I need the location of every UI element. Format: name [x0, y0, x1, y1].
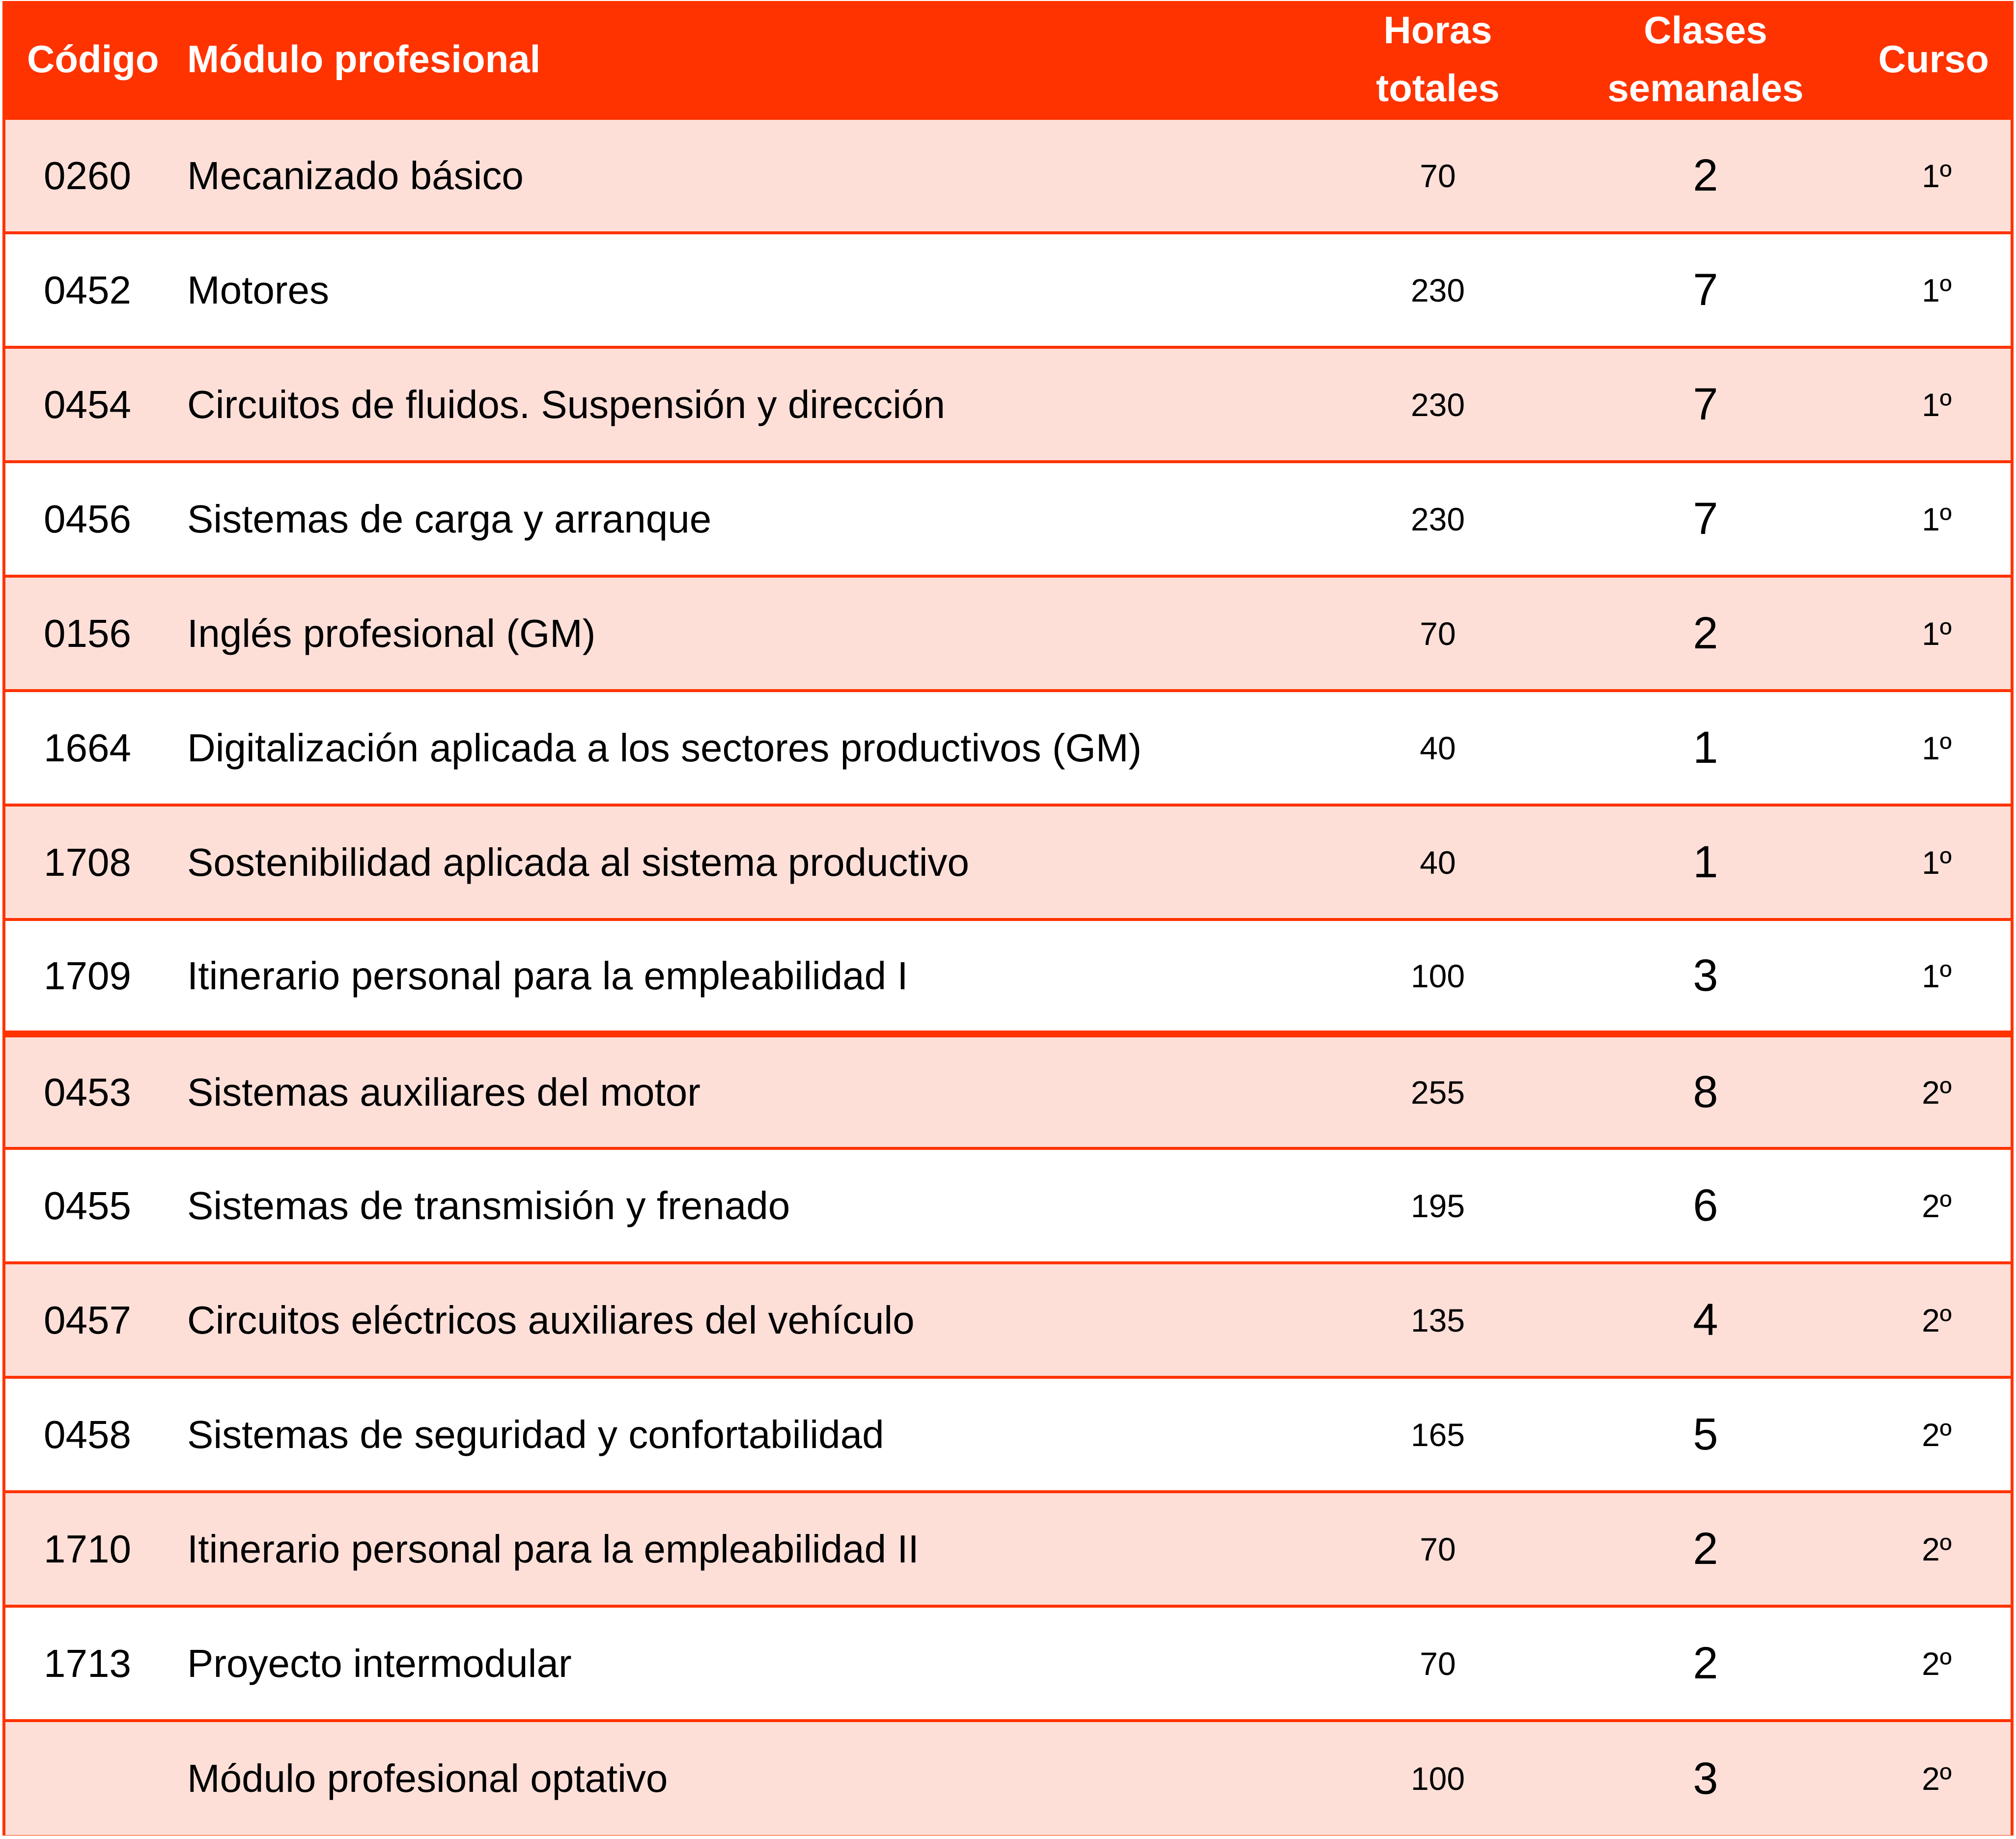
cell-code: 0260 [44, 153, 131, 197]
cell-course: 1º [1922, 729, 1952, 766]
cell-code [5, 1721, 175, 1835]
cell-hours: 40 [1420, 729, 1456, 766]
cell-course: 1º [1922, 615, 1952, 652]
cell-classes: 5 [1693, 1409, 1718, 1459]
cell-code: 1709 [44, 953, 131, 998]
cell-course: 2º [1922, 1074, 1952, 1111]
cell-course: 1º [1922, 157, 1952, 194]
cell-hours: 230 [1410, 386, 1465, 423]
table-row [5, 920, 2011, 1034]
cell-module: Proyecto intermodular [187, 1641, 572, 1685]
table-row [5, 347, 2011, 462]
cell-classes: 1 [1693, 723, 1718, 773]
cell-classes: 7 [1693, 265, 1718, 315]
module-table-container [2, 1, 2014, 1836]
cell-classes: 2 [1693, 608, 1718, 658]
cell-code: 0454 [44, 382, 131, 426]
header-course: Curso [1878, 37, 1989, 81]
cell-module: Circuitos eléctricos auxiliares del vehículo [187, 1298, 915, 1342]
cell-hours: 100 [1410, 957, 1465, 994]
cell-classes: 6 [1693, 1180, 1718, 1230]
cell-course: 2º [1922, 1302, 1952, 1338]
cell-module: Circuitos de fluidos. Suspensión y dirección [187, 382, 946, 426]
cell-hours: 70 [1420, 1531, 1456, 1567]
cell-course: 1º [1922, 501, 1952, 537]
cell-module: Sistemas de transmisión y frenado [187, 1183, 790, 1227]
header-hours-line2: totales [1376, 66, 1500, 110]
cell-hours: 100 [1410, 1760, 1465, 1797]
cell-module: Módulo profesional optativo [187, 1756, 668, 1800]
cell-module: Itinerario personal para la empleabilidad I [187, 953, 908, 998]
cell-hours: 70 [1420, 1645, 1456, 1682]
cell-hours: 135 [1410, 1302, 1465, 1338]
cell-course: 2º [1922, 1645, 1952, 1682]
cell-code: 1713 [44, 1641, 131, 1685]
cell-course: 2º [1922, 1760, 1952, 1797]
cell-module: Motores [187, 268, 329, 312]
cell-hours: 230 [1410, 272, 1465, 308]
header-row [5, 1, 2011, 118]
table-row [5, 462, 2011, 576]
cell-module: Digitalización aplicada a los sectores productivos (GM) [187, 725, 1142, 770]
cell-course: 1º [1922, 844, 1952, 881]
cell-classes: 8 [1693, 1067, 1718, 1117]
header-module: Módulo profesional [187, 37, 541, 81]
cell-classes: 3 [1693, 950, 1718, 1001]
cell-code: 0452 [44, 268, 131, 312]
table-row [5, 233, 2011, 347]
table-row [5, 1492, 2011, 1606]
cell-module: Sistemas auxiliares del motor [187, 1070, 700, 1114]
cell-course: 1º [1922, 272, 1952, 308]
table-row [5, 1263, 2011, 1377]
table-row [5, 805, 2011, 920]
cell-classes: 2 [1693, 1524, 1718, 1574]
cell-module: Mecanizado básico [187, 153, 524, 197]
cell-module: Inglés profesional (GM) [187, 611, 596, 655]
cell-module: Sistemas de carga y arranque [187, 497, 712, 541]
cell-course: 1º [1922, 957, 1952, 994]
header-hours [1276, 1, 1600, 118]
cell-course: 2º [1922, 1531, 1952, 1567]
table-header [5, 1, 2011, 118]
cell-classes: 7 [1693, 494, 1718, 544]
cell-classes: 1 [1693, 837, 1718, 887]
table-row [5, 691, 2011, 805]
cell-code: 0453 [44, 1070, 131, 1114]
table-row [5, 1606, 2011, 1721]
cell-hours: 230 [1410, 501, 1465, 537]
cell-code: 1708 [44, 840, 131, 884]
header-code: Código [27, 37, 159, 81]
cell-module: Itinerario personal para la empleabilidad II [187, 1527, 919, 1571]
cell-code: 0456 [44, 497, 131, 541]
cell-code: 0455 [44, 1183, 131, 1227]
cell-hours: 70 [1420, 615, 1456, 652]
cell-course: 2º [1922, 1187, 1952, 1224]
cell-classes: 4 [1693, 1295, 1718, 1345]
cell-hours: 165 [1410, 1416, 1465, 1453]
table-row [5, 1148, 2011, 1263]
table-row [5, 1034, 2011, 1148]
cell-code: 1664 [44, 725, 131, 770]
cell-classes: 3 [1693, 1753, 1718, 1804]
table-row [5, 1721, 2011, 1835]
table-body [5, 118, 2011, 1835]
cell-course: 1º [1922, 386, 1952, 423]
header-classes-line1: Clases [1644, 8, 1767, 52]
cell-code: 0458 [44, 1412, 131, 1456]
cell-module: Sostenibilidad aplicada al sistema productivo [187, 840, 970, 884]
cell-code: 0156 [44, 611, 131, 655]
cell-classes: 2 [1693, 1638, 1718, 1688]
header-classes-line2: semanales [1607, 66, 1804, 110]
module-table [5, 1, 2011, 1835]
cell-classes: 2 [1693, 150, 1718, 200]
cell-hours: 195 [1410, 1187, 1465, 1224]
cell-hours: 70 [1420, 157, 1456, 194]
header-hours-line1: Horas [1383, 8, 1492, 52]
cell-hours: 255 [1410, 1074, 1465, 1111]
table-row [5, 1377, 2011, 1492]
cell-module: Sistemas de seguridad y confortabilidad [187, 1412, 884, 1456]
cell-code: 1710 [44, 1527, 131, 1571]
cell-code: 0457 [44, 1298, 131, 1342]
table-row [5, 118, 2011, 233]
cell-classes: 7 [1693, 379, 1718, 429]
header-classes [1600, 1, 1811, 118]
cell-hours: 40 [1420, 844, 1456, 881]
cell-course: 2º [1922, 1416, 1952, 1453]
table-row [5, 576, 2011, 691]
